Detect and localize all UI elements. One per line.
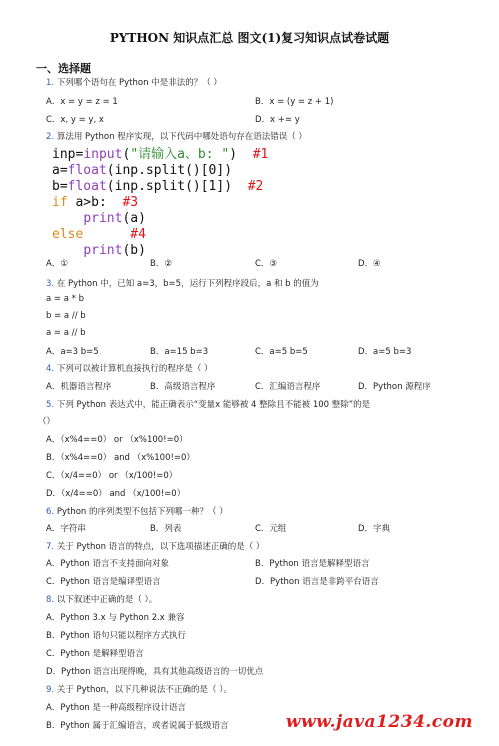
option-d: D．Python 源程序 <box>358 382 431 392</box>
option-c: C．Python 语言是编译型语言 <box>46 577 161 587</box>
option-a: A．Python 3.x 与 Python 2.x 兼容 <box>46 613 185 623</box>
option-b: B．x = (y = z + 1) <box>255 97 334 107</box>
option-b: B．Python 语句只能以程序方式执行 <box>46 631 186 641</box>
question-text: 下列哪个语句在 Python 中是非法的？（ ） <box>56 78 222 88</box>
option-d: D．Python 语言出现得晚，具有其他高级语言的一切优点 <box>46 667 264 677</box>
code-line-3: b=float(inp.split()[1]) #2 <box>52 179 264 194</box>
option-b: B．Python 属于汇编语言，或者说属于低级语言 <box>46 721 229 731</box>
code-block <box>52 147 268 259</box>
code-line: a = a * b <box>46 294 84 304</box>
question-number: 5. <box>46 400 55 410</box>
option-b: B．（x%4==0） and （x%100!=0） <box>46 453 195 463</box>
question-number: 6. <box>46 507 55 517</box>
question-number: 1. <box>46 78 55 88</box>
question-text: 关于 Python，以下几种说法不正确的是（ ）。 <box>56 685 232 695</box>
option-d: D．④ <box>358 259 381 269</box>
option-c: C．（x/4==0） or （x/100!=0） <box>46 471 178 481</box>
question-number: 4. <box>46 364 55 374</box>
option-a: A．x = y = z = 1 <box>46 97 118 107</box>
question-3 <box>46 277 319 289</box>
watermark-link[interactable]: www.java1234.com <box>285 712 473 732</box>
code-line: a = a // b <box>46 328 86 338</box>
question-8 <box>46 593 157 605</box>
question-text: 关于 Python 语言的特点，以下选项描述正确的是（ ） <box>56 542 265 552</box>
option-d: D．a=5 b=3 <box>358 347 412 357</box>
question-number: 7. <box>46 542 55 552</box>
question-text: 下列可以被计算机直接执行的程序是（ ） <box>56 364 213 374</box>
option-c: C．元组 <box>255 524 287 534</box>
option-d: D．（x/4==0） and （x/100!=0） <box>46 489 186 499</box>
question-number: 8. <box>46 595 55 605</box>
option-b: B．Python 语言是解释型语言 <box>255 559 370 569</box>
option-a: A．Python 语言不支持面向对象 <box>46 559 169 569</box>
question-number: 9. <box>46 685 55 695</box>
section-heading: 一、选择题 <box>36 62 91 75</box>
option-c: C．x, y = y, x <box>46 115 104 125</box>
option-d: D．字典 <box>358 524 391 534</box>
option-d: D．x += y <box>255 115 300 125</box>
option-a: A．a=3 b=5 <box>46 347 99 357</box>
code-line-1: inp=input("请输入a、b: ") #1 <box>52 147 269 162</box>
question-text: 下列 Python 表达式中，能正确表示“变量x 能够被 4 整除且不能被 100 整除”的是 <box>56 400 371 410</box>
code-line: b = a // b <box>46 311 86 321</box>
question-text: 算法用 Python 程序实现，以下代码中哪处语句存在语法错误（ ） <box>56 132 307 142</box>
code-line-7: print(b) <box>83 243 146 258</box>
option-b: B．列表 <box>150 524 182 534</box>
question-1 <box>46 76 222 88</box>
option-a: A．Python 是一种高级程序设计语言 <box>46 703 186 713</box>
question-6 <box>46 505 228 517</box>
question-number: 3. <box>46 279 55 289</box>
option-c: C．a=5 b=5 <box>255 347 308 357</box>
question-9 <box>46 683 232 695</box>
option-b: B．a=15 b=3 <box>150 347 209 357</box>
option-a: A．机器语言程序 <box>46 382 112 392</box>
code-line-4: if a>b: #3 <box>52 195 139 210</box>
question-2 <box>46 130 307 142</box>
option-a: A．① <box>46 259 68 269</box>
option-c: C．汇编语言程序 <box>255 382 321 392</box>
code-line-6: else #4 <box>52 227 146 242</box>
question-text: 在 Python 中，已知 a=3，b=5，运行下列程序段后，a 和 b 的值为 <box>56 279 319 289</box>
question-text: Python 的序列类型不包括下列哪一种？（ ） <box>56 507 228 517</box>
question-7 <box>46 540 264 552</box>
page-title: PYTHON 知识点汇总 图文(1)复习知识点试卷试题 <box>109 31 390 45</box>
question-text-continued: （） <box>38 417 56 427</box>
option-c: C．③ <box>255 259 278 269</box>
question-5 <box>46 398 370 410</box>
option-c: C．Python 是解释型语言 <box>46 649 144 659</box>
question-text: 以下叙述中正确的是（ ）。 <box>56 595 158 605</box>
code-line-2: a=float(inp.split()[0]) <box>52 163 233 178</box>
option-a: A．（x%4==0） or （x%100!=0） <box>46 435 188 445</box>
option-b: B．② <box>150 259 172 269</box>
option-d: D．Python 语言是非跨平台语言 <box>255 577 379 587</box>
option-a: A．字符串 <box>46 524 86 534</box>
code-line-5: print(a) <box>83 211 146 226</box>
question-number: 2. <box>46 132 55 142</box>
option-b: B．高级语言程序 <box>150 382 216 392</box>
question-4 <box>46 362 213 374</box>
